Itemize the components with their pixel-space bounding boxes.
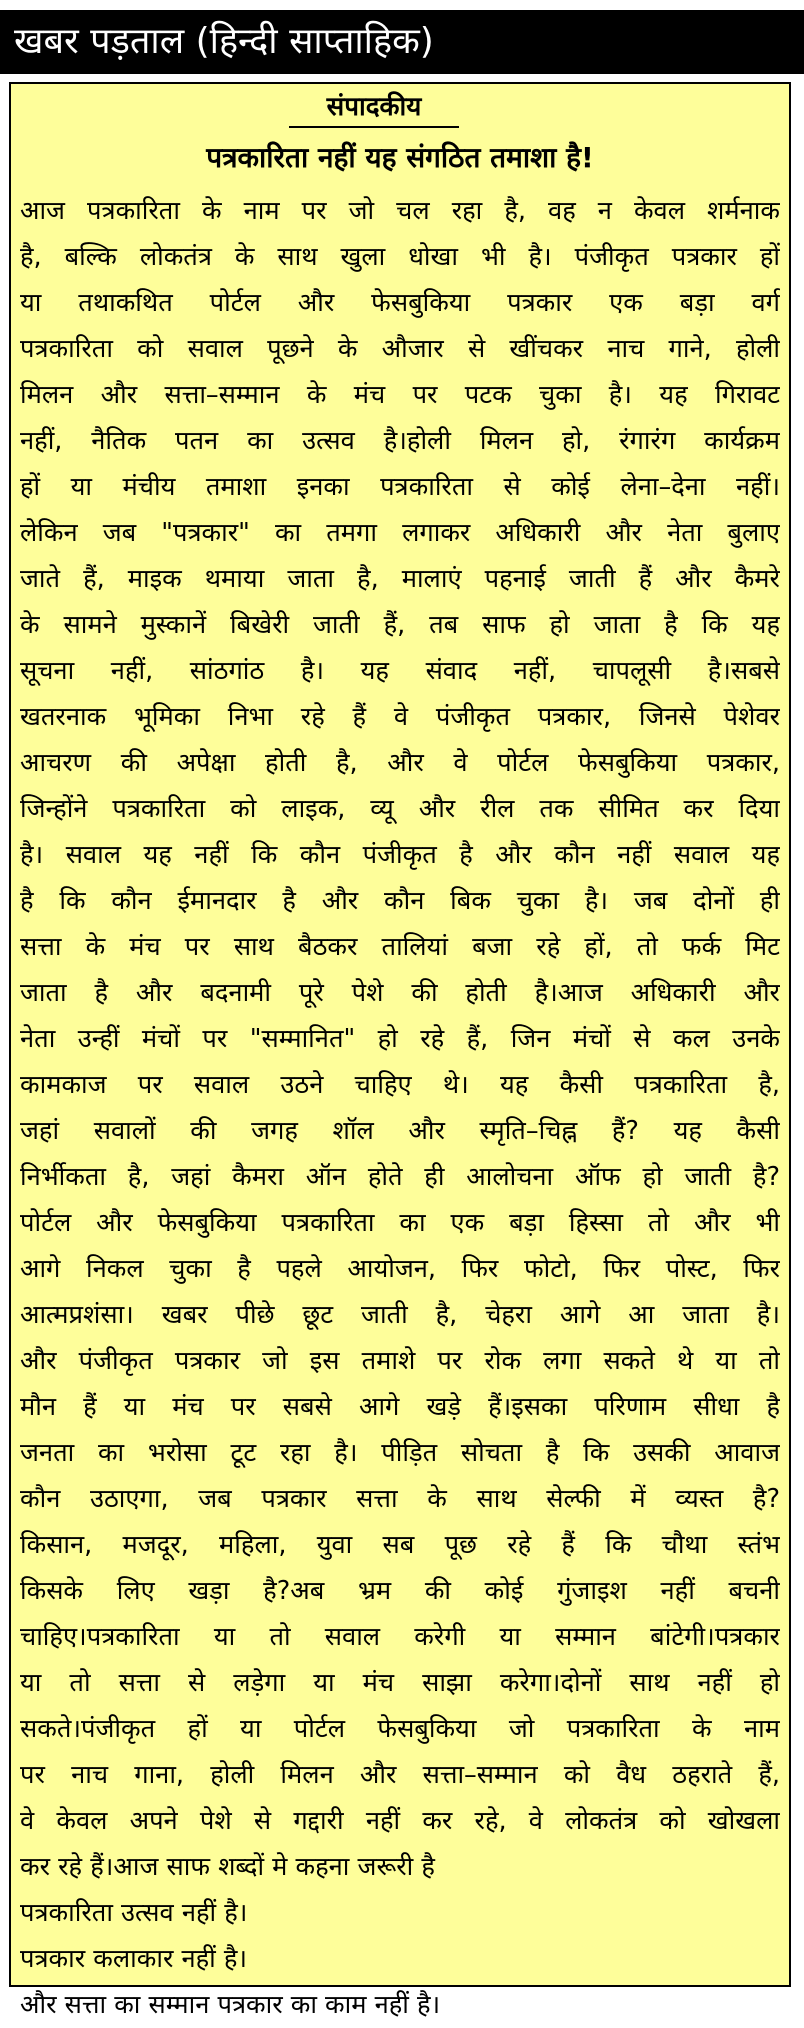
- editorial-body: [20, 188, 780, 2028]
- body-line: हों या मंचीय तमाशा इनका पत्रकारिता से कोई लेना–देना नहीं।: [20, 472, 780, 502]
- body-line: जिन्होंने पत्रकारिता को लाइक, व्यू और रील तक सीमित कर दिया: [20, 794, 780, 824]
- body-line: पत्रकारिता को सवाल पूछने के औजार से खींचकर नाच गाने, होली: [20, 334, 780, 364]
- masthead-banner: [0, 10, 804, 74]
- body-line: कौन उठाएगा, जब पत्रकार सत्ता के साथ सेल्फी में व्यस्त है?: [20, 1484, 780, 1514]
- body-line: पोर्टल और फेसबुकिया पत्रकारिता का एक बड़ा हिस्सा तो और भी: [20, 1208, 780, 1238]
- body-line: चाहिए।पत्रकारिता या तो सवाल करेगी या सम्मान बांटेगी।पत्रकार: [20, 1622, 780, 1652]
- body-line: पर नाच गाना, होली मिलन और सत्ता–सम्मान को वैध ठहराते हैं,: [20, 1760, 780, 1790]
- closing-line: पत्रकारिता उत्सव नहीं है।: [20, 1898, 248, 1928]
- body-line: किसान, मजदूर, महिला, युवा सब पूछ रहे हैं कि चौथा स्तंभ: [20, 1530, 780, 1560]
- body-line: नेता उन्हीं मंचों पर "सम्मानित" हो रहे हैं, जिन मंचों से कल उनके: [20, 1024, 780, 1054]
- body-line: कामकाज पर सवाल उठने चाहिए थे। यह कैसी पत्रकारिता है,: [20, 1070, 780, 1100]
- body-line: वे केवल अपने पेशे से गद्दारी नहीं कर रहे, वे लोकतंत्र को खोखला: [20, 1806, 780, 1836]
- body-line: जाते हैं, माइक थमाया जाता है, मालाएं पहनाई जाती हैं और कैमरे: [20, 564, 780, 594]
- body-line: निर्भीकता है, जहां कैमरा ऑन होते ही आलोचना ऑफ हो जाती है?: [20, 1162, 780, 1192]
- body-line: किसके लिए खड़ा है?अब भ्रम की कोई गुंजाइश नहीं बचनी: [20, 1576, 780, 1606]
- section-label: संपादकीय: [289, 88, 459, 128]
- body-line: सकते।पंजीकृत हों या पोर्टल फेसबुकिया जो पत्रकारिता के नाम: [20, 1714, 780, 1744]
- body-line: सूचना नहीं, सांठगांठ है। यह संवाद नहीं, चापलूसी है।सबसे: [20, 656, 780, 686]
- body-line: आचरण की अपेक्षा होती है, और वे पोर्टल फेसबुकिया पत्रकार,: [20, 748, 780, 778]
- newspaper-title: खबर पड़ताल (हिन्दी साप्ताहिक): [14, 21, 434, 62]
- body-line: जनता का भरोसा टूट रहा है। पीड़ित सोचता है कि उसकी आवाज: [20, 1438, 780, 1468]
- body-line: जहां सवालों की जगह शॉल और स्मृति–चिह्न हैं? यह कैसी: [20, 1116, 780, 1146]
- body-line: है। सवाल यह नहीं कि कौन पंजीकृत है और कौन नहीं सवाल यह: [20, 840, 780, 870]
- body-line: आगे निकल चुका है पहले आयोजन, फिर फोटो, फिर पोस्ट, फिर: [20, 1254, 780, 1284]
- body-line: है कि कौन ईमानदार है और कौन बिक चुका है। जब दोनों ही: [20, 886, 780, 916]
- body-line: मिलन और सत्ता–सम्मान के मंच पर पटक चुका है। यह गिरावट: [20, 380, 780, 410]
- editorial-headline: पत्रकारिता नहीं यह संगठित तमाशा है!: [206, 141, 594, 174]
- body-line: जाता है और बदनामी पूरे पेशे की होती है।आज अधिकारी और: [20, 978, 780, 1008]
- body-line: कर रहे हैं।आज साफ शब्दों मे कहना जरूरी है: [20, 1852, 435, 1882]
- body-line: है, बल्कि लोकतंत्र के साथ खुला धोखा भी है। पंजीकृत पत्रकार हों: [20, 242, 780, 272]
- body-line: के सामने मुस्कानें बिखेरी जाती हैं, तब साफ हो जाता है कि यह: [20, 610, 780, 640]
- body-line: और पंजीकृत पत्रकार जो इस तमाशे पर रोक लगा सकते थे या तो: [20, 1346, 780, 1376]
- body-line: आत्मप्रशंसा। खबर पीछे छूट जाती है, चेहरा आगे आ जाता है।: [20, 1300, 780, 1330]
- body-line: या तो सत्ता से लड़ेगा या मंच साझा करेगा।दोनों साथ नहीं हो: [20, 1668, 780, 1698]
- body-line: या तथाकथित पोर्टल और फेसबुकिया पत्रकार एक बड़ा वर्ग: [20, 288, 780, 318]
- body-line: मौन हैं या मंच पर सबसे आगे खड़े हैं।इसका परिणाम सीधा है: [20, 1392, 780, 1422]
- body-line: नहीं, नैतिक पतन का उत्सव है।होली मिलन हो, रंगारंग कार्यक्रम: [20, 426, 780, 456]
- body-line: आज पत्रकारिता के नाम पर जो चल रहा है, वह न केवल शर्मनाक: [20, 196, 780, 226]
- editorial-panel: [9, 82, 791, 2020]
- body-line: खतरनाक भूमिका निभा रहे हैं वे पंजीकृत पत्रकार, जिनसे पेशेवर: [20, 702, 780, 732]
- closing-line: और सत्ता का सम्मान पत्रकार का काम नहीं है।: [20, 1990, 441, 2020]
- closing-line: पत्रकार कलाकार नहीं है।: [20, 1944, 248, 1974]
- body-line: सत्ता के मंच पर साथ बैठकर तालियां बजा रहे हों, तो फर्क मिट: [20, 932, 780, 962]
- body-line: लेकिन जब "पत्रकार" का तमगा लगाकर अधिकारी और नेता बुलाए: [20, 518, 780, 548]
